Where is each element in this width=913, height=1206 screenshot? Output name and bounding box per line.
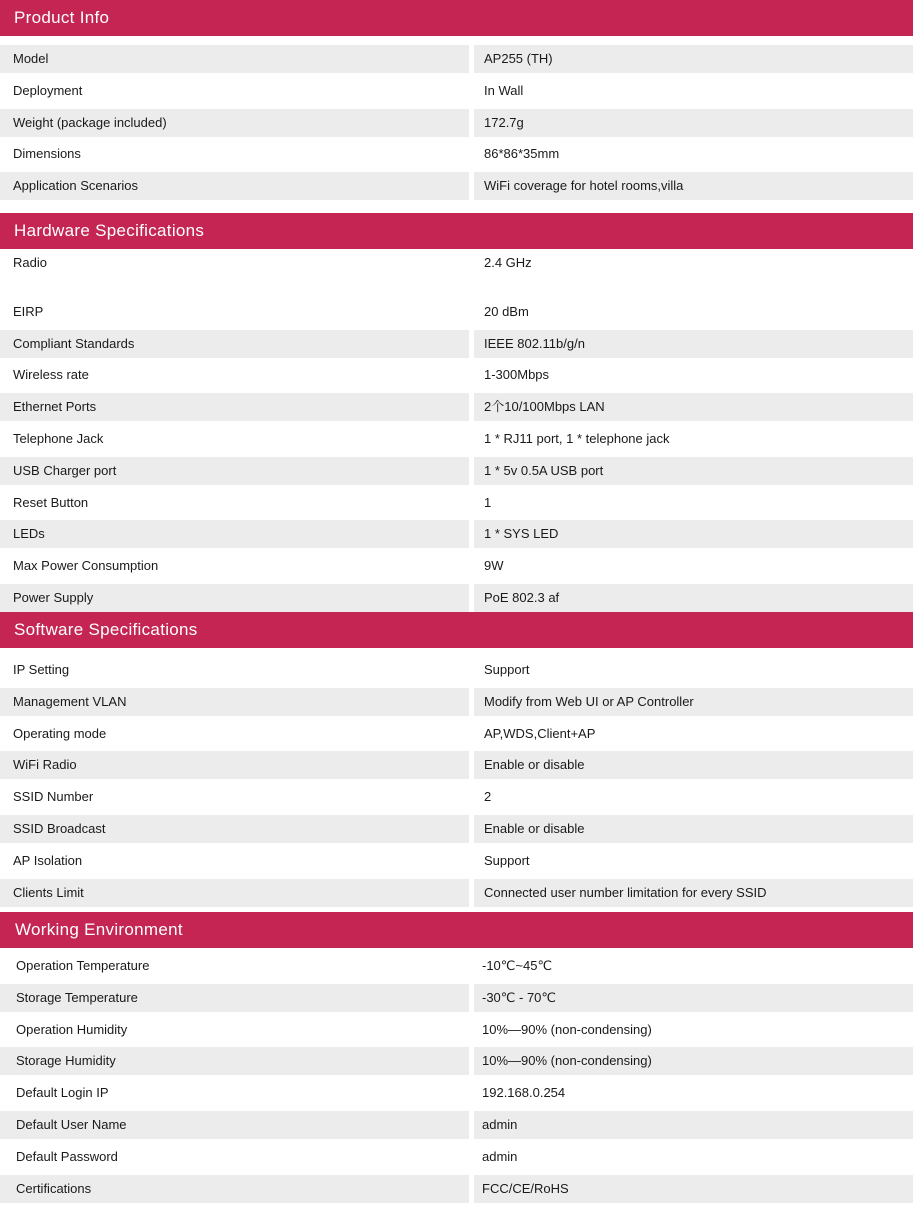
section-hardware-specifications <box>0 213 913 616</box>
spec-row <box>0 1175 913 1206</box>
section-software-specifications <box>0 612 913 910</box>
spec-row <box>0 393 913 425</box>
spec-value: admin <box>474 1111 913 1139</box>
spec-row <box>0 1016 913 1048</box>
spec-value: -30℃ - 70℃ <box>474 984 913 1012</box>
spec-value: 1 * 5v 0.5A USB port <box>474 457 913 485</box>
spec-label: Reset Button <box>13 494 89 510</box>
spec-row <box>0 815 913 847</box>
section-title: Product Info <box>0 0 913 36</box>
spec-row <box>0 361 913 393</box>
spec-label: EIRP <box>13 303 44 319</box>
spec-row <box>0 783 913 815</box>
spec-row <box>0 1079 913 1111</box>
spec-row <box>0 45 913 77</box>
spec-label: Operation Humidity <box>16 1021 128 1037</box>
spec-label: SSID Broadcast <box>0 815 469 843</box>
spec-row <box>0 879 913 911</box>
spec-label: SSID Number <box>13 789 94 805</box>
spec-value: 2个10/100Mbps LAN <box>474 393 913 421</box>
spec-value: 192.168.0.254 <box>482 1085 566 1101</box>
spec-value: -10℃~45℃ <box>482 958 553 973</box>
spec-row <box>0 552 913 584</box>
section-product-info <box>0 0 913 204</box>
spec-row <box>0 984 913 1016</box>
spec-label: Operation Temperature <box>16 958 150 973</box>
spec-label: Storage Temperature <box>0 984 469 1012</box>
spec-label: Model <box>0 45 469 73</box>
spec-label: Operating mode <box>13 725 107 741</box>
spec-row <box>0 1047 913 1079</box>
spec-row <box>0 330 913 362</box>
spec-value: 1 <box>484 494 492 510</box>
spec-row <box>0 425 913 457</box>
spec-row <box>0 751 913 783</box>
spec-label: Certifications <box>0 1175 469 1203</box>
spec-value: AP,WDS,Client+AP <box>484 725 596 741</box>
spec-label: AP Isolation <box>13 852 83 868</box>
spec-label: Compliant Standards <box>0 330 469 358</box>
spec-value: Modify from Web UI or AP Controller <box>474 688 913 716</box>
spec-row <box>0 656 913 688</box>
spec-label: Telephone Jack <box>13 430 104 446</box>
spec-value: Connected user number limitation for every SSID <box>474 879 913 907</box>
spec-value: Enable or disable <box>474 751 913 779</box>
spec-row <box>0 688 913 720</box>
spec-value: 9W <box>484 558 504 574</box>
spec-label: Wireless rate <box>13 367 89 383</box>
spec-value: 1 * SYS LED <box>474 520 913 548</box>
spec-value: 1 * RJ11 port, 1 * telephone jack <box>484 430 670 446</box>
spec-label: Weight (package included) <box>0 109 469 137</box>
spec-value: AP255 (TH) <box>474 45 913 73</box>
spec-label: LEDs <box>0 520 469 548</box>
spec-table <box>0 948 913 1206</box>
spec-value: FCC/CE/RoHS <box>474 1175 913 1203</box>
spec-row <box>0 520 913 552</box>
spec-label: WiFi Radio <box>0 751 469 779</box>
spec-row <box>0 847 913 879</box>
spec-value: Support <box>484 662 530 677</box>
spec-value: 10%—90% (non-condensing) <box>482 1021 652 1037</box>
spec-label: Max Power Consumption <box>13 558 159 574</box>
section-title: Software Specifications <box>0 612 913 648</box>
spec-value: 20 dBm <box>484 303 529 319</box>
spec-row <box>0 1111 913 1143</box>
spec-row <box>0 1143 913 1175</box>
spec-row <box>0 109 913 141</box>
spec-row <box>0 720 913 752</box>
spec-value: admin <box>482 1148 518 1164</box>
section-title: Working Environment <box>0 912 913 948</box>
spec-row <box>0 140 913 172</box>
spec-table <box>0 648 913 910</box>
spec-label: Ethernet Ports <box>0 393 469 421</box>
spec-value: Enable or disable <box>474 815 913 843</box>
section-working-environment <box>0 912 913 1206</box>
spec-label: Clients Limit <box>0 879 469 907</box>
spec-label: Radio <box>13 255 47 270</box>
spec-label: Power Supply <box>0 584 469 612</box>
spec-table <box>0 36 913 204</box>
spec-label: Default Password <box>16 1148 118 1164</box>
spec-label: IP Setting <box>13 662 70 677</box>
spec-row <box>0 457 913 489</box>
spec-label: Management VLAN <box>0 688 469 716</box>
spec-value: 2.4 GHz <box>484 255 532 270</box>
spec-label: Default Login IP <box>16 1085 109 1101</box>
spec-row <box>0 584 913 616</box>
spec-row <box>0 952 913 984</box>
section-title: Hardware Specifications <box>0 213 913 249</box>
spec-value: In Wall <box>484 82 524 98</box>
spec-label: Dimensions <box>13 146 81 162</box>
spec-value: 172.7g <box>474 109 913 137</box>
spec-row <box>0 249 913 298</box>
spec-row <box>0 77 913 109</box>
spec-value: IEEE 802.11b/g/n <box>474 330 913 358</box>
spec-value: WiFi coverage for hotel rooms,villa <box>474 172 913 200</box>
spec-value: 2 <box>484 789 492 805</box>
spec-row <box>0 489 913 521</box>
spec-label: Application Scenarios <box>0 172 469 200</box>
spec-label: Storage Humidity <box>0 1047 469 1075</box>
spec-value: Support <box>484 852 530 868</box>
spec-value: 86*86*35mm <box>484 146 560 162</box>
spec-label: Deployment <box>13 82 83 98</box>
spec-row <box>0 172 913 204</box>
spec-value: PoE 802.3 af <box>474 584 913 612</box>
spec-value: 10%—90% (non-condensing) <box>474 1047 913 1075</box>
spec-table <box>0 249 913 616</box>
spec-label: Default User Name <box>0 1111 469 1139</box>
spec-row <box>0 298 913 330</box>
spec-label: USB Charger port <box>0 457 469 485</box>
spec-value: 1-300Mbps <box>484 367 550 383</box>
